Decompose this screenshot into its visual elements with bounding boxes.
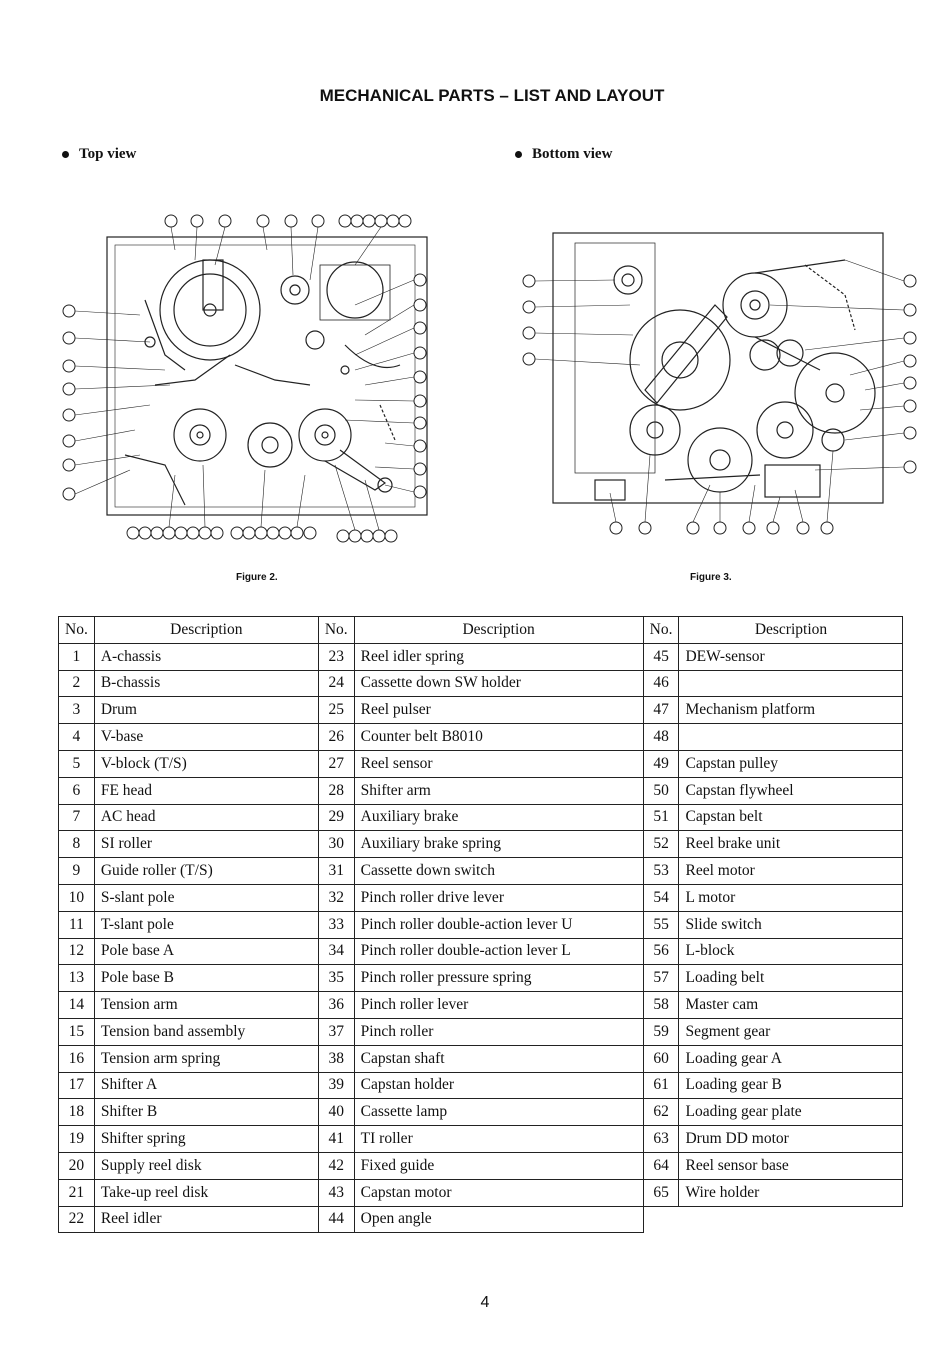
part-number-cell: 63 [643,1126,679,1153]
part-number-cell: 22 [59,1206,95,1233]
part-number-cell: 20 [59,1152,95,1179]
part-number-cell: 6 [59,777,95,804]
figure-3-caption: Figure 3. [690,572,732,583]
part-number-cell: 54 [643,884,679,911]
table-row [59,697,903,724]
part-description-cell: Reel pulser [354,697,643,724]
part-description-cell: Tension arm [94,992,318,1019]
part-number-cell: 3 [59,697,95,724]
part-description-cell: Loading gear plate [679,1099,903,1126]
part-number-cell: 1 [59,643,95,670]
part-number-cell: 4 [59,724,95,751]
part-number-cell: 28 [318,777,354,804]
part-number-cell: 50 [643,777,679,804]
figure-2-top-view-diagram [55,205,440,550]
table-row [59,1206,903,1233]
part-description-cell: T-slant pole [94,911,318,938]
page-number: 4 [480,1294,490,1311]
part-number-cell: 51 [643,804,679,831]
part-description-cell: Capstan motor [354,1179,643,1206]
part-description-cell [679,670,903,697]
part-description-cell: Capstan holder [354,1072,643,1099]
column-header-no: No. [643,617,679,644]
part-description-cell: FE head [94,777,318,804]
part-number-cell: 26 [318,724,354,751]
table-row [59,1126,903,1153]
part-number-cell: 55 [643,911,679,938]
part-description-cell: Pinch roller [354,1018,643,1045]
table-row [59,670,903,697]
figure-2-caption: Figure 2. [236,572,278,583]
part-description-cell: A-chassis [94,643,318,670]
part-number-cell: 48 [643,724,679,751]
part-number-cell: 18 [59,1099,95,1126]
page-title: MECHANICAL PARTS – LIST AND LAYOUT [319,86,665,105]
part-description-cell: Fixed guide [354,1152,643,1179]
part-number-cell: 15 [59,1018,95,1045]
part-number-cell: 19 [59,1126,95,1153]
part-number-cell: 17 [59,1072,95,1099]
part-number-cell: 16 [59,1045,95,1072]
table-row [59,1179,903,1206]
bullet-icon [515,151,522,158]
part-description-cell: Guide roller (T/S) [94,858,318,885]
part-number-cell: 35 [318,965,354,992]
part-description-cell: TI roller [354,1126,643,1153]
table-header-row [59,617,903,644]
table-row [59,804,903,831]
table-row [59,1099,903,1126]
part-description-cell: Tension arm spring [94,1045,318,1072]
part-number-cell: 59 [643,1018,679,1045]
part-number-cell: 31 [318,858,354,885]
part-description-cell: Cassette down SW holder [354,670,643,697]
part-description-cell: Reel sensor [354,750,643,777]
table-row [59,1018,903,1045]
part-number-cell: 58 [643,992,679,1019]
part-description-cell: Loading belt [679,965,903,992]
part-number-cell: 9 [59,858,95,885]
part-number-cell: 49 [643,750,679,777]
part-description-cell: Wire holder [679,1179,903,1206]
part-number-cell: 30 [318,831,354,858]
part-number-cell: 11 [59,911,95,938]
part-number-cell: 42 [318,1152,354,1179]
part-description-cell: Segment gear [679,1018,903,1045]
part-description-cell: Pinch roller drive lever [354,884,643,911]
part-number-cell: 13 [59,965,95,992]
part-description-cell: S-slant pole [94,884,318,911]
part-description-cell: V-block (T/S) [94,750,318,777]
part-description-cell: Loading gear A [679,1045,903,1072]
parts-list-table [58,616,903,1233]
part-number-cell: 38 [318,1045,354,1072]
part-number-cell: 32 [318,884,354,911]
column-header-no: No. [318,617,354,644]
part-number-cell: 2 [59,670,95,697]
part-description-cell: Counter belt B8010 [354,724,643,751]
part-number-cell: 27 [318,750,354,777]
part-number-cell: 60 [643,1045,679,1072]
part-number-cell: 12 [59,938,95,965]
column-header-description: Description [94,617,318,644]
part-description-cell: Tension band assembly [94,1018,318,1045]
mechanism-top-view-drawing [55,205,440,550]
part-number-cell: 34 [318,938,354,965]
table-row [59,1152,903,1179]
part-number-cell: 10 [59,884,95,911]
part-number-cell: 40 [318,1099,354,1126]
mechanism-bottom-view-drawing [515,225,925,545]
part-number-cell: 62 [643,1099,679,1126]
table-row [59,1045,903,1072]
part-description-cell: Pole base B [94,965,318,992]
part-description-cell: Auxiliary brake [354,804,643,831]
part-number-cell: 37 [318,1018,354,1045]
part-description-cell: Shifter B [94,1099,318,1126]
part-description-cell: Capstan flywheel [679,777,903,804]
part-description-cell: V-base [94,724,318,751]
part-number-cell: 46 [643,670,679,697]
part-description-cell: L-block [679,938,903,965]
part-description-cell: Pole base A [94,938,318,965]
table-row [59,750,903,777]
table-row [59,992,903,1019]
part-number-cell: 47 [643,697,679,724]
table-row [59,1072,903,1099]
part-number-cell: 44 [318,1206,354,1233]
part-description-cell: Capstan pulley [679,750,903,777]
part-description-cell: Reel motor [679,858,903,885]
part-number-cell: 14 [59,992,95,1019]
part-number-cell: 24 [318,670,354,697]
part-description-cell: Reel sensor base [679,1152,903,1179]
table-row [59,724,903,751]
part-description-cell: Capstan shaft [354,1045,643,1072]
bottom-view-label [515,146,612,163]
part-description-cell: Cassette down switch [354,858,643,885]
part-description-cell: Master cam [679,992,903,1019]
part-description-cell: Loading gear B [679,1072,903,1099]
part-description-cell: Shifter spring [94,1126,318,1153]
part-description-cell: Pinch roller double-action lever L [354,938,643,965]
part-description-cell: Cassette lamp [354,1099,643,1126]
part-number-cell: 21 [59,1179,95,1206]
part-description-cell: Take-up reel disk [94,1179,318,1206]
part-description-cell: AC head [94,804,318,831]
part-number-cell: 8 [59,831,95,858]
part-description-cell: Drum DD motor [679,1126,903,1153]
figure-3-bottom-view-diagram [515,225,925,545]
part-description-cell: Pinch roller pressure spring [354,965,643,992]
part-description-cell: B-chassis [94,670,318,697]
bottom-view-label-text: Bottom view [532,146,613,162]
bullet-icon [62,151,69,158]
column-header-description: Description [354,617,643,644]
part-description-cell: Capstan belt [679,804,903,831]
part-description-cell: L motor [679,884,903,911]
part-number-cell: 39 [318,1072,354,1099]
part-number-cell: 56 [643,938,679,965]
part-number-cell: 41 [318,1126,354,1153]
table-row [59,965,903,992]
table-row [59,777,903,804]
part-number-cell: 61 [643,1072,679,1099]
part-description-cell: Reel brake unit [679,831,903,858]
part-description-cell: SI roller [94,831,318,858]
table-row [59,643,903,670]
table-row [59,938,903,965]
part-description-cell: Pinch roller lever [354,992,643,1019]
top-view-label-text: Top view [79,146,137,162]
part-description-cell: DEW-sensor [679,643,903,670]
column-header-no: No. [59,617,95,644]
table-row [59,911,903,938]
part-number-cell: 52 [643,831,679,858]
part-description-cell: Reel idler spring [354,643,643,670]
table-row [59,858,903,885]
part-description-cell: Open angle [354,1206,643,1233]
empty-cell [643,1206,903,1233]
part-number-cell: 45 [643,643,679,670]
table-row [59,884,903,911]
part-number-cell: 33 [318,911,354,938]
part-number-cell: 7 [59,804,95,831]
part-description-cell: Slide switch [679,911,903,938]
part-number-cell: 36 [318,992,354,1019]
part-number-cell: 57 [643,965,679,992]
part-number-cell: 25 [318,697,354,724]
part-description-cell: Supply reel disk [94,1152,318,1179]
part-description-cell [679,724,903,751]
column-header-description: Description [679,617,903,644]
part-number-cell: 43 [318,1179,354,1206]
top-view-label [62,146,136,163]
table-body [59,643,903,1233]
part-description-cell: Shifter A [94,1072,318,1099]
part-description-cell: Shifter arm [354,777,643,804]
table-row [59,831,903,858]
part-description-cell: Mechanism platform [679,697,903,724]
part-description-cell: Drum [94,697,318,724]
part-description-cell: Pinch roller double-action lever U [354,911,643,938]
part-number-cell: 23 [318,643,354,670]
part-number-cell: 65 [643,1179,679,1206]
part-number-cell: 53 [643,858,679,885]
part-description-cell: Reel idler [94,1206,318,1233]
part-number-cell: 5 [59,750,95,777]
part-number-cell: 64 [643,1152,679,1179]
part-description-cell: Auxiliary brake spring [354,831,643,858]
part-number-cell: 29 [318,804,354,831]
